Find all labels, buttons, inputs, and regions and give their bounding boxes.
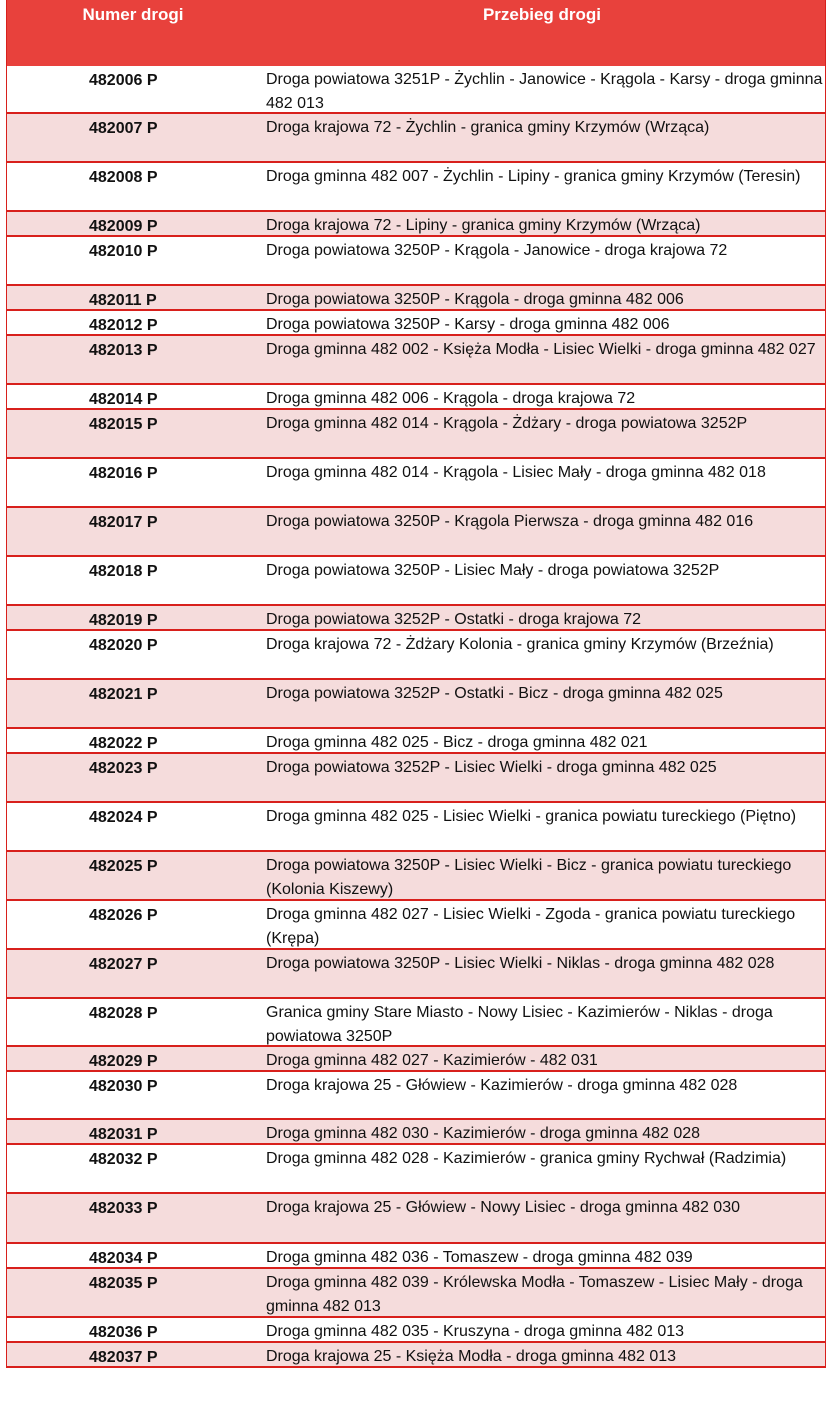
road-route: Droga powiatowa 3250P - Lisiec Wielki - Niklas - droga gminna 482 028 [266,955,775,972]
road-number: 482010 P [89,243,158,260]
road-number: 482006 P [89,72,158,89]
road-route: Droga gminna 482 027 - Lisiec Wielki - Zgoda - granica powiatu tureckiego (Krępa) [266,906,796,947]
road-number: 482021 P [89,686,158,703]
road-route: Droga powiatowa 3250P - Krągola - Janowice - droga krajowa 72 [266,242,728,259]
road-number: 482036 P [89,1324,158,1341]
road-number: 482009 P [89,218,158,235]
road-number: 482014 P [89,391,158,408]
road-number: 482015 P [89,416,158,433]
road-number: 482033 P [89,1200,158,1217]
table-row [7,459,825,508]
table-row [7,237,825,286]
table-row [7,729,825,754]
road-number: 482016 P [89,465,158,482]
road-route: Droga gminna 482 036 - Tomaszew - droga gminna 482 039 [266,1249,693,1266]
table-row [7,1343,825,1368]
table-row [7,212,825,237]
road-number: 482037 P [89,1349,158,1366]
road-route: Droga gminna 482 014 - Krągola - Żdżary - droga powiatowa 3252P [266,415,748,432]
road-route: Droga gminna 482 035 - Kruszyna - droga gminna 482 013 [266,1323,685,1340]
road-route: Droga powiatowa 3252P - Ostatki - Bicz - droga gminna 482 025 [266,685,723,702]
table-row [7,852,825,901]
table-row [7,606,825,631]
road-route: Droga krajowa 72 - Lipiny - granica gminy Krzymów (Wrząca) [266,217,701,234]
road-route: Droga gminna 482 007 - Żychlin - Lipiny - granica gminy Krzymów (Teresin) [266,168,801,185]
table-row [7,999,825,1047]
header-road-number: Numer drogi [82,5,184,24]
road-number: 482025 P [89,858,158,875]
road-route: Droga powiatowa 3250P - Lisiec Mały - droga powiatowa 3252P [266,562,720,579]
road-number: 482008 P [89,169,158,186]
road-route: Droga krajowa 72 - Żychlin - granica gminy Krzymów (Wrząca) [266,119,710,136]
road-route: Droga gminna 482 006 - Krągola - droga krajowa 72 [266,390,636,407]
road-route: Droga gminna 482 030 - Kazimierów - droga gminna 482 028 [266,1125,701,1142]
road-route: Granica gminy Stare Miasto - Nowy Lisiec - Kazimierów - Niklas - droga powiatowa 3250P [266,1004,773,1045]
road-number: 482023 P [89,760,158,777]
table-row [7,557,825,606]
road-number: 482019 P [89,612,158,629]
road-route: Droga gminna 482 002 - Księża Modła - Lisiec Wielki - droga gminna 482 027 [266,341,816,358]
table-row [7,1145,825,1194]
road-number: 482035 P [89,1275,158,1292]
road-number: 482029 P [89,1053,158,1070]
table-row [7,680,825,729]
table-row [7,385,825,410]
road-route: Droga powiatowa 3252P - Ostatki - droga krajowa 72 [266,611,642,628]
table-row [7,163,825,212]
table-row [7,631,825,680]
table-row [7,1269,825,1318]
road-route: Droga powiatowa 3250P - Lisiec Wielki - Bicz - granica powiatu tureckiego (Kolonia Kiszewy) [266,857,792,898]
road-route: Droga gminna 482 028 - Kazimierów - granica gminy Rychwał (Radzimia) [266,1150,787,1167]
table-row [7,803,825,852]
table-row [7,754,825,803]
table-row [7,1072,825,1120]
road-route: Droga powiatowa 3251P - Żychlin - Janowice - Krągola - Karsy - droga gminna 482 013 [266,71,823,112]
road-number: 482012 P [89,317,158,334]
road-number: 482024 P [89,809,158,826]
table-row [7,1318,825,1343]
road-number: 482022 P [89,735,158,752]
road-number: 482017 P [89,514,158,531]
road-number: 482031 P [89,1126,158,1143]
road-number: 482032 P [89,1151,158,1168]
table-row [7,950,825,999]
table-row [7,1244,825,1269]
table-header [7,0,825,66]
road-number: 482026 P [89,907,158,924]
table-row [7,66,825,114]
road-route: Droga gminna 482 039 - Królewska Modła - Tomaszew - Lisiec Mały - droga gminna 482 013 [266,1274,803,1315]
header-road-route: Przebieg drogi [482,5,602,24]
road-route: Droga powiatowa 3252P - Lisiec Wielki - droga gminna 482 025 [266,759,717,776]
road-number: 482011 P [89,292,157,309]
table-row [7,336,825,385]
table-row [7,311,825,336]
road-number: 482028 P [89,1005,158,1022]
road-route: Droga krajowa 72 - Żdżary Kolonia - granica gminy Krzymów (Brzeźnia) [266,636,774,653]
road-number: 482020 P [89,637,158,654]
road-route: Droga powiatowa 3250P - Krągola Pierwsza - droga gminna 482 016 [266,513,754,530]
table-row [7,114,825,163]
table-row [7,508,825,557]
road-number: 482030 P [89,1078,158,1095]
road-route: Droga gminna 482 025 - Lisiec Wielki - granica powiatu tureckiego (Piętno) [266,808,797,825]
road-route: Droga krajowa 25 - Księża Modła - droga gminna 482 013 [266,1348,677,1365]
road-route: Droga krajowa 25 - Główiew - Nowy Lisiec - droga gminna 482 030 [266,1199,740,1216]
road-number: 482027 P [89,956,158,973]
table-row [7,286,825,311]
table-body [7,66,825,1368]
road-route: Droga krajowa 25 - Główiew - Kazimierów - droga gminna 482 028 [266,1077,738,1094]
table-row [7,1047,825,1072]
road-route: Droga gminna 482 027 - Kazimierów - 482 031 [266,1052,598,1069]
road-number: 482034 P [89,1250,158,1267]
road-route: Droga gminna 482 025 - Bicz - droga gminna 482 021 [266,734,648,751]
road-number: 482007 P [89,120,158,137]
table-row [7,901,825,950]
table-row [7,410,825,459]
roads-table [6,0,826,1368]
table-row [7,1194,825,1244]
road-route: Droga powiatowa 3250P - Karsy - droga gminna 482 006 [266,316,670,333]
road-number: 482018 P [89,563,158,580]
road-route: Droga powiatowa 3250P - Krągola - droga gminna 482 006 [266,291,684,308]
table-row [7,1120,825,1145]
road-route: Droga gminna 482 014 - Krągola - Lisiec Mały - droga gminna 482 018 [266,464,766,481]
road-number: 482013 P [89,342,158,359]
